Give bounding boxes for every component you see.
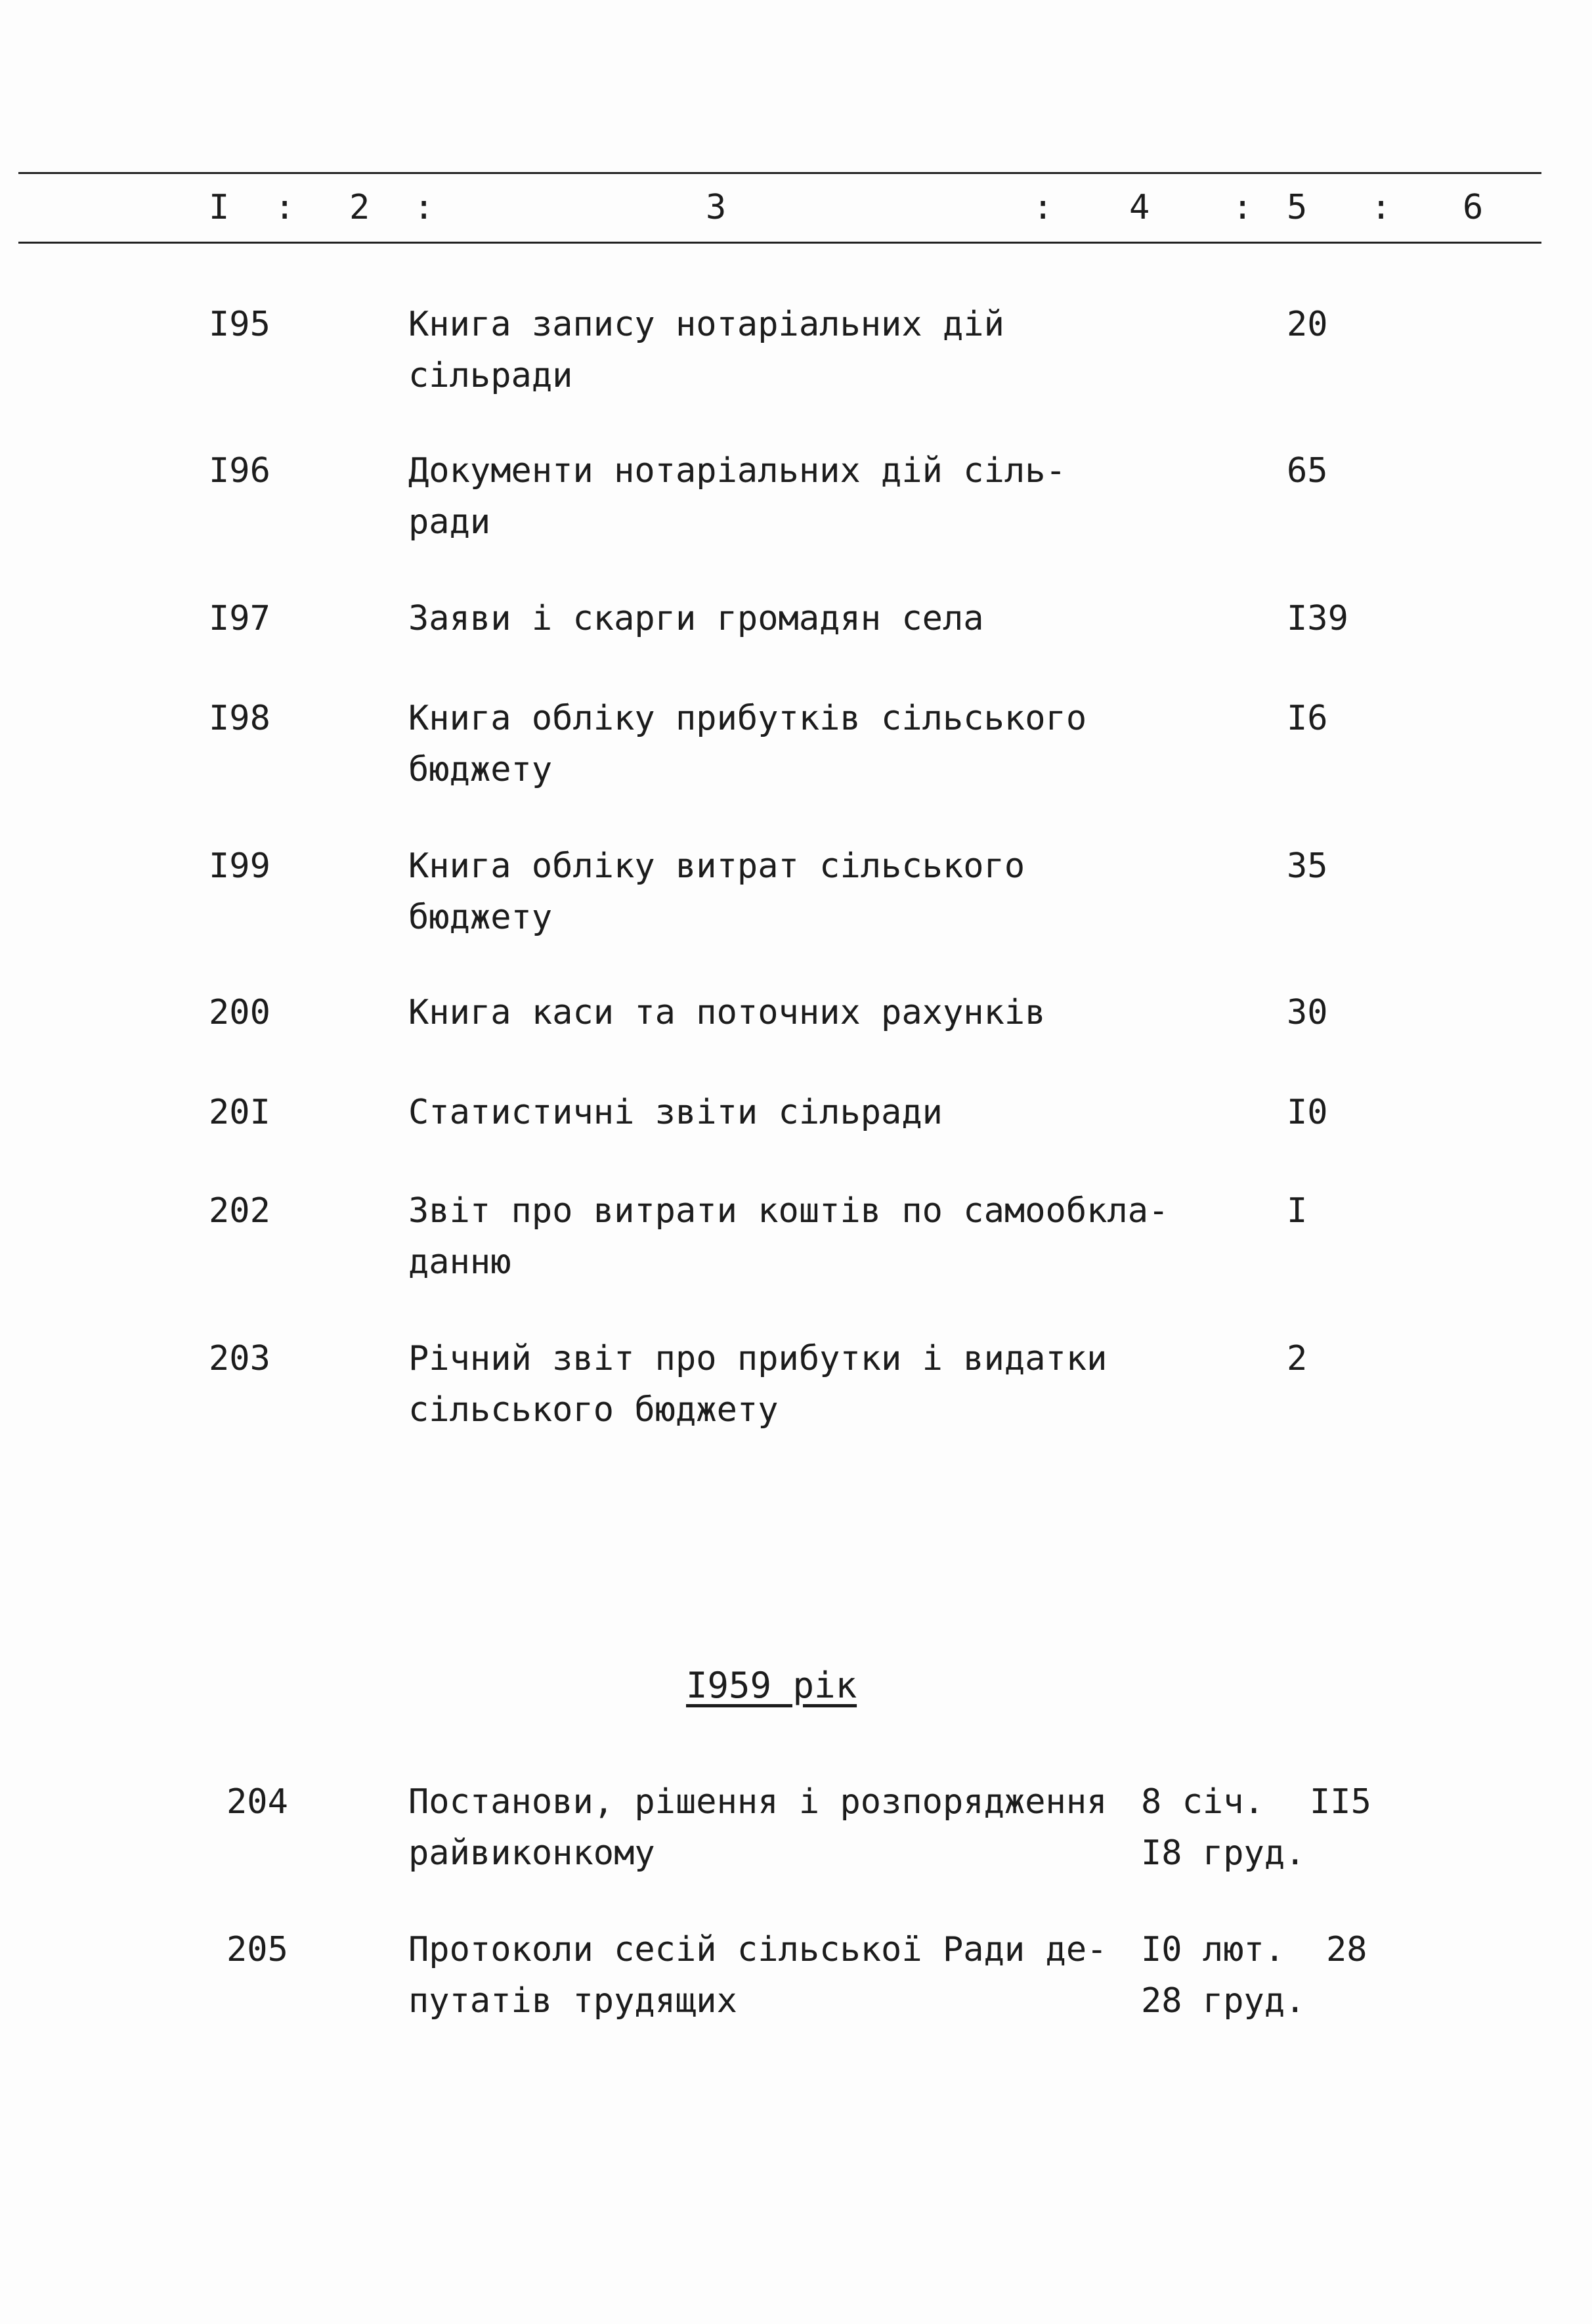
row-number: 205 bbox=[226, 1930, 288, 1969]
row-number: I95 bbox=[209, 305, 270, 344]
row-number: I97 bbox=[209, 599, 270, 638]
row-title: Річний звіт про прибутки і видатки сільського бюджету bbox=[408, 1339, 1108, 1430]
row-count: I0 bbox=[1287, 1093, 1328, 1132]
row-count: I39 bbox=[1287, 599, 1348, 638]
row-count: I6 bbox=[1287, 699, 1328, 738]
header-col-4: 4 bbox=[1129, 188, 1150, 227]
header-separator: : bbox=[1371, 188, 1392, 227]
row-count: 35 bbox=[1287, 846, 1328, 886]
row-title: Заяви і скарги громадян села bbox=[408, 599, 984, 638]
row-title: Книга запису нотаріальних дій сільради bbox=[408, 305, 1004, 395]
row-count: 20 bbox=[1287, 305, 1328, 344]
row-title: Постанови, рішення і розпорядження райвиконкому bbox=[408, 1782, 1108, 1873]
row-number: 203 bbox=[209, 1339, 270, 1378]
header-separator: : bbox=[414, 188, 435, 227]
row-number: I96 bbox=[209, 451, 270, 491]
row-count: I bbox=[1287, 1191, 1308, 1231]
header-col-5: 5 bbox=[1287, 188, 1308, 227]
header-bottom-rule bbox=[18, 242, 1541, 244]
row-title: Книга обліку витрат сільського бюджету bbox=[408, 846, 1025, 937]
row-count: II5 bbox=[1310, 1782, 1371, 1822]
row-title: Протоколи сесій сільської Ради де- путатів трудящих bbox=[408, 1930, 1108, 2021]
header-top-rule bbox=[18, 172, 1541, 174]
row-title: Статистичні звіти сільради bbox=[408, 1093, 943, 1132]
section-year-heading: I959 рік bbox=[686, 1665, 857, 1706]
header-col-2: 2 bbox=[349, 188, 370, 227]
header-separator: : bbox=[1232, 188, 1253, 227]
row-title: Документи нотаріальних дій сіль- ради bbox=[408, 451, 1066, 542]
row-number: 200 bbox=[209, 993, 270, 1032]
row-dates: 8 січ. I8 груд. bbox=[1141, 1782, 1306, 1873]
header-col-1: I bbox=[209, 188, 230, 227]
row-title: Звіт про витрати коштів по самообкла- данню bbox=[408, 1191, 1169, 1282]
row-dates: I0 лют. 28 груд. bbox=[1141, 1930, 1306, 2021]
row-number: I99 bbox=[209, 846, 270, 886]
header-separator: : bbox=[274, 188, 295, 227]
row-count: 30 bbox=[1287, 993, 1328, 1032]
row-number: I98 bbox=[209, 699, 270, 738]
row-count: 2 bbox=[1287, 1339, 1308, 1378]
row-number: 20I bbox=[209, 1093, 270, 1132]
row-number: 202 bbox=[209, 1191, 270, 1231]
row-number: 204 bbox=[226, 1782, 288, 1822]
row-count: 28 bbox=[1326, 1930, 1367, 1969]
row-count: 65 bbox=[1287, 451, 1328, 491]
header-col-6: 6 bbox=[1463, 188, 1484, 227]
row-title: Книга каси та поточних рахунків bbox=[408, 993, 1046, 1032]
header-separator: : bbox=[1033, 188, 1054, 227]
header-col-3: 3 bbox=[706, 188, 727, 227]
row-title: Книга обліку прибутків сільського бюджету bbox=[408, 699, 1087, 789]
